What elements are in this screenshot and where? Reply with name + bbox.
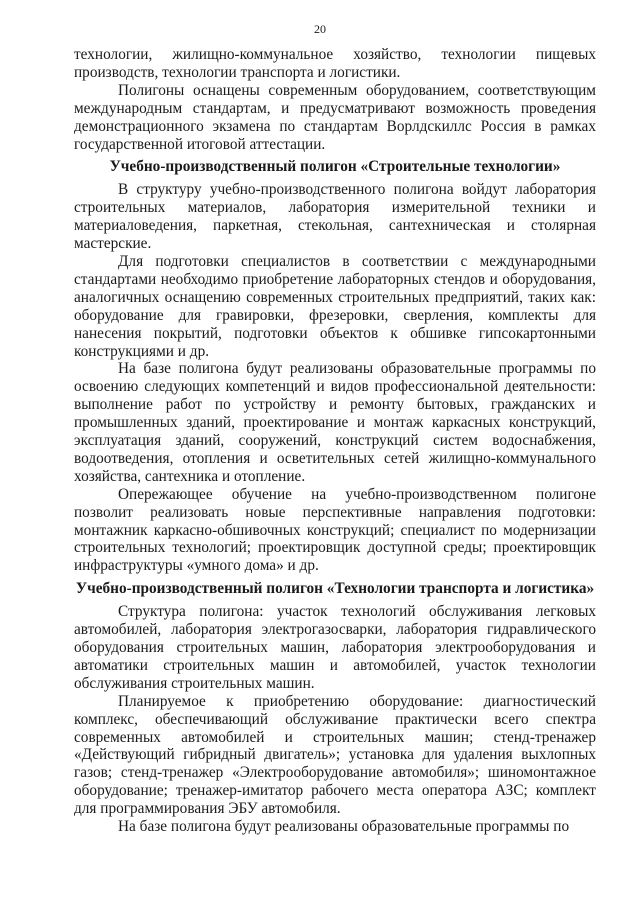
paragraph-construction-equipment: Для подготовки специалистов в соответствии с международными стандартами необходимо приобретение лабораторных стендов и оборудования, аналогичных оснащению современных строительных предприятий, таких как: оборудование для гравировки, фрезеровки, сверления, комплекты для нанесения покрытий, подготовки объектов к обшивке гипсокартонными конструкциями и др. — [74, 252, 596, 360]
paragraph-transport-equipment: Планируемое к приобретению оборудование: диагностический комплекс, обеспечивающий обслуживание практически всего спектра современных автомобилей и строительных машин; стенд-тренажер «Действующий гибридный двигатель»; установка для удаления выхлопных газов; стенд-тренажер «Электрооборудование автомобиля»; шиномонтажное оборудование; тренажер-имитатор рабочего места оператора АЗС; комплект для программирования ЭБУ автомобиля. — [74, 692, 596, 818]
document-body — [74, 46, 596, 836]
paragraph-construction-programs: На базе полигона будут реализованы образовательные программы по освоению следующих компетенций и видов профессиональной деятельности: выполнение работ по устройству и ремонту бытовых, гражданских и промышленных зданий, проектирование и монтаж каркасных конструкций, эксплуатация зданий, сооружений, конструкций систем водоснабжения, водоотведения, отопления и осветительных сетей жилищно-коммунального хозяйства, сантехника и отопление. — [74, 360, 596, 485]
paragraph-construction-training: Опережающее обучение на учебно-производственном полигоне позволит реализовать новые перспективные направления подготовки: монтажник каркасно-обшивочных конструкций; специалист по модернизации строительных технологий; проектировщик доступной среды; проектировщик инфраструктуры «умного дома» и др. — [74, 485, 596, 575]
paragraph-construction-structure: В структуру учебно-производственного полигона войдут лаборатория строительных материалов, лаборатория измерительной техники и материаловедения, паркетная, стекольная, сантехническая и столярная мастерские. — [74, 181, 596, 253]
section-heading-transport: Учебно-производственный полигон «Технологии транспорта и логистика» — [75, 580, 595, 598]
paragraph-continuation: технологии, жилищно-коммунальное хозяйство, технологии пищевых производств, технологии транспорта и логистики. — [74, 46, 596, 81]
paragraph-polygons-equipment: Полигоны оснащены современным оборудованием, соответствующим международным стандартам, и предусматривают возможность проведения демонстрационного экзамена по стандартам Ворлдскиллс Россия в рамках государственной итоговой аттестации. — [74, 81, 596, 153]
section-heading-construction: Учебно-производственный полигон «Строительные технологии» — [109, 158, 561, 176]
paragraph-transport-structure: Структура полигона: участок технологий обслуживания легковых автомобилей, лаборатория электрогазосварки, лаборатория гидравлического оборудования строительных машин, лаборатория электрооборудования и автоматики строительных машин и автомобилей, участок технологии обслуживания строительных машин. — [74, 603, 596, 692]
paragraph-transport-programs: На базе полигона будут реализованы образовательные программы по — [118, 818, 570, 836]
page-number: 20 — [314, 22, 326, 36]
